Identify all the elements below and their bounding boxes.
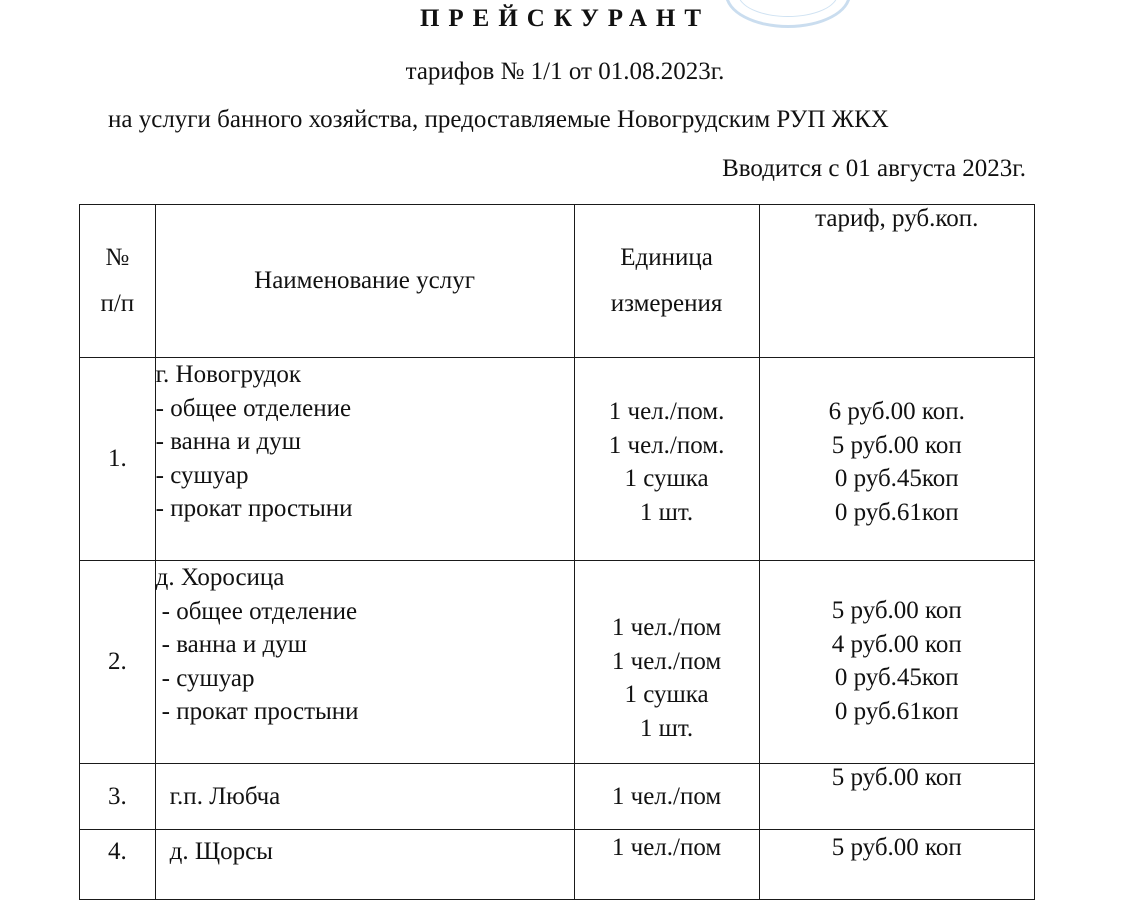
table-row [80,358,1035,561]
row-services [155,561,574,764]
price-item: 6 руб.00 коп. [828,398,965,425]
row-services [155,358,574,561]
header-price: тариф, руб.коп. [759,205,1034,358]
document-subtitle: тарифов № 1/1 от 01.08.2023г. [405,58,725,85]
price-item: 0 руб.61коп [834,697,959,725]
header-unit [574,205,759,358]
price-item: 0 руб.45коп [834,664,959,691]
price-item: 5 руб.00 коп [759,830,1034,900]
document-title: ПРЕЙСКУРАНТ [419,5,711,32]
row-prices [759,358,1034,561]
row-prices [759,561,1034,764]
unit-item: 1 чел./пом. [608,431,725,459]
row-place: г. Новогрудок [155,361,301,388]
header-num [80,205,156,358]
unit-item: 1 чел./пом [574,764,759,830]
price-item: 0 руб.45коп [834,465,959,492]
service-item: - ванна и душ [161,631,307,658]
unit-item: 1 чел./пом [611,647,722,675]
row-units [574,561,759,764]
row-place: д. Щорсы [155,830,574,900]
row-number: 2. [80,561,156,764]
service-item: - сушуар [155,461,249,489]
unit-item: 1 шт. [639,498,694,526]
document-description: на услуги банного хозяйства, предоставляемые Новогрудским РУП ЖКХ [108,106,889,133]
service-item: - прокат простыни [155,495,353,522]
service-item: - общее отделение [155,394,352,422]
price-item: 5 руб.00 коп [831,431,962,459]
row-place: г.п. Любча [155,764,574,830]
row-place: д. Хоросица [155,564,285,591]
tariff-table [79,204,1035,900]
header-name: Наименование услуг [155,205,574,358]
unit-item: 1 чел./пом. [608,398,725,425]
price-item: 5 руб.00 коп [759,764,1034,830]
table-row [80,764,1035,830]
unit-item: 1 шт. [639,714,694,742]
price-item: 5 руб.00 коп [831,597,962,624]
service-item: - сушуар [161,664,255,692]
unit-item: 1 чел./пом [574,830,759,900]
header-unit-line1: Единица [620,244,713,271]
header-unit-line2: измерения [610,290,723,317]
unit-item: 1 сушка [624,681,709,708]
service-item: - общее отделение [161,597,358,625]
service-item: - ванна и душ [155,428,301,455]
row-units [574,358,759,561]
service-item: - прокат простыни [161,698,359,725]
table-row [80,830,1035,900]
header-num-line1: № [105,244,130,271]
unit-item: 1 сушка [624,465,709,492]
price-item: 4 руб.00 коп [831,630,962,658]
unit-item: 1 чел./пом [611,614,722,641]
table-header-row [80,205,1035,358]
row-number: 4. [80,830,156,900]
row-number: 1. [80,358,156,561]
effective-date: Вводится с 01 августа 2023г. [722,155,1026,182]
table-row [80,561,1035,764]
row-number: 3. [80,764,156,830]
header-num-line2: п/п [100,290,135,317]
price-item: 0 руб.61коп [834,498,959,526]
